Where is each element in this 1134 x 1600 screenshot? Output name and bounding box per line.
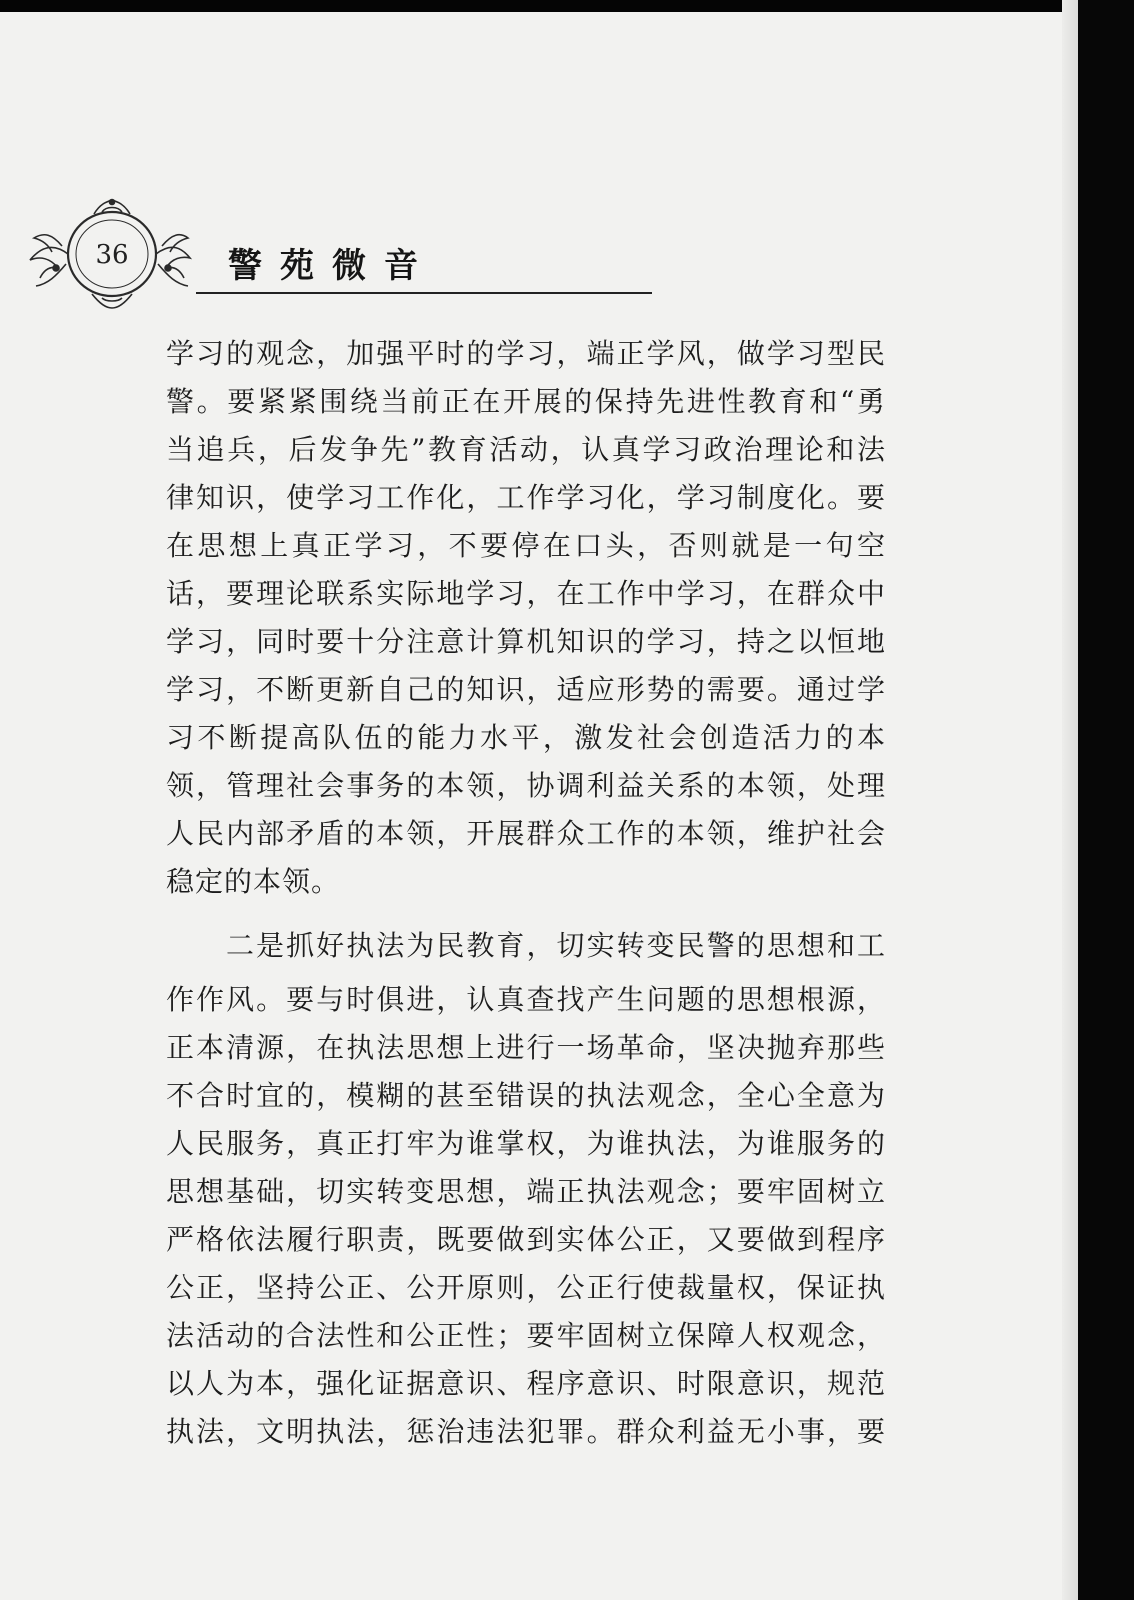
- text-line: 在思想上真正学习，不要停在口头，否则就是一句空: [166, 529, 886, 562]
- body-text: [166, 330, 886, 1456]
- text-line: 不合时宜的，模糊的甚至错误的执法观念，全心全意为: [166, 1079, 886, 1112]
- text-line: 以人为本，强化证据意识、程序意识、时限意识，规范: [166, 1367, 886, 1400]
- text-line: 当追兵，后发争先”教育活动，认真学习政治理论和法: [166, 433, 886, 466]
- text-line: 领，管理社会事务的本领，协调利益关系的本领，处理: [166, 769, 886, 802]
- page-edge-shadow: [1062, 0, 1078, 1600]
- text-line: 公正，坚持公正、公开原则，公正行使裁量权，保证执: [166, 1271, 886, 1304]
- text-line: 正本清源，在执法思想上进行一场革命，坚决抛弃那些: [166, 1031, 886, 1064]
- text-line: 思想基础，切实转变思想，端正执法观念；要牢固树立: [166, 1175, 886, 1208]
- text-line: 严格依法履行职责，既要做到实体公正，又要做到程序: [166, 1223, 886, 1256]
- text-line: 习不断提高队伍的能力水平，激发社会创造活力的本: [166, 721, 886, 754]
- running-header-title: 警苑微音: [228, 246, 436, 286]
- scan-top-border: [0, 0, 1134, 12]
- text-line: 作作风。要与时俱进，认真查找产生问题的思想根源，: [166, 983, 886, 1016]
- paragraph-first-line: 二是抓好执法为民教育，切实转变民警的思想和工: [226, 929, 886, 962]
- scan-right-border: [1078, 0, 1134, 1600]
- text-line: 警。要紧紧围绕当前正在开展的保持先进性教育和“勇: [166, 385, 886, 418]
- text-line: 学习，同时要十分注意计算机知识的学习，持之以恒地: [166, 625, 886, 658]
- text-line: 法活动的合法性和公正性；要牢固树立保障人权观念，: [166, 1319, 886, 1352]
- text-line: 学习，不断更新自己的知识，适应形势的需要。通过学: [166, 673, 886, 706]
- text-line: 稳定的本领。: [166, 865, 341, 898]
- text-line: 人民服务，真正打牢为谁掌权，为谁执法，为谁服务的: [166, 1127, 886, 1160]
- text-line: 律知识，使学习工作化，工作学习化，学习制度化。要: [166, 481, 886, 514]
- header-rule: [196, 292, 652, 294]
- text-line: 学习的观念，加强平时的学习，端正学风，做学习型民: [166, 337, 886, 370]
- page-number: 36: [95, 240, 129, 270]
- text-line: 执法，文明执法，惩治违法犯罪。群众利益无小事，要: [166, 1415, 886, 1448]
- text-line: 人民内部矛盾的本领，开展群众工作的本领，维护社会: [166, 817, 886, 850]
- text-line: 话，要理论联系实际地学习，在工作中学习，在群众中: [166, 577, 886, 610]
